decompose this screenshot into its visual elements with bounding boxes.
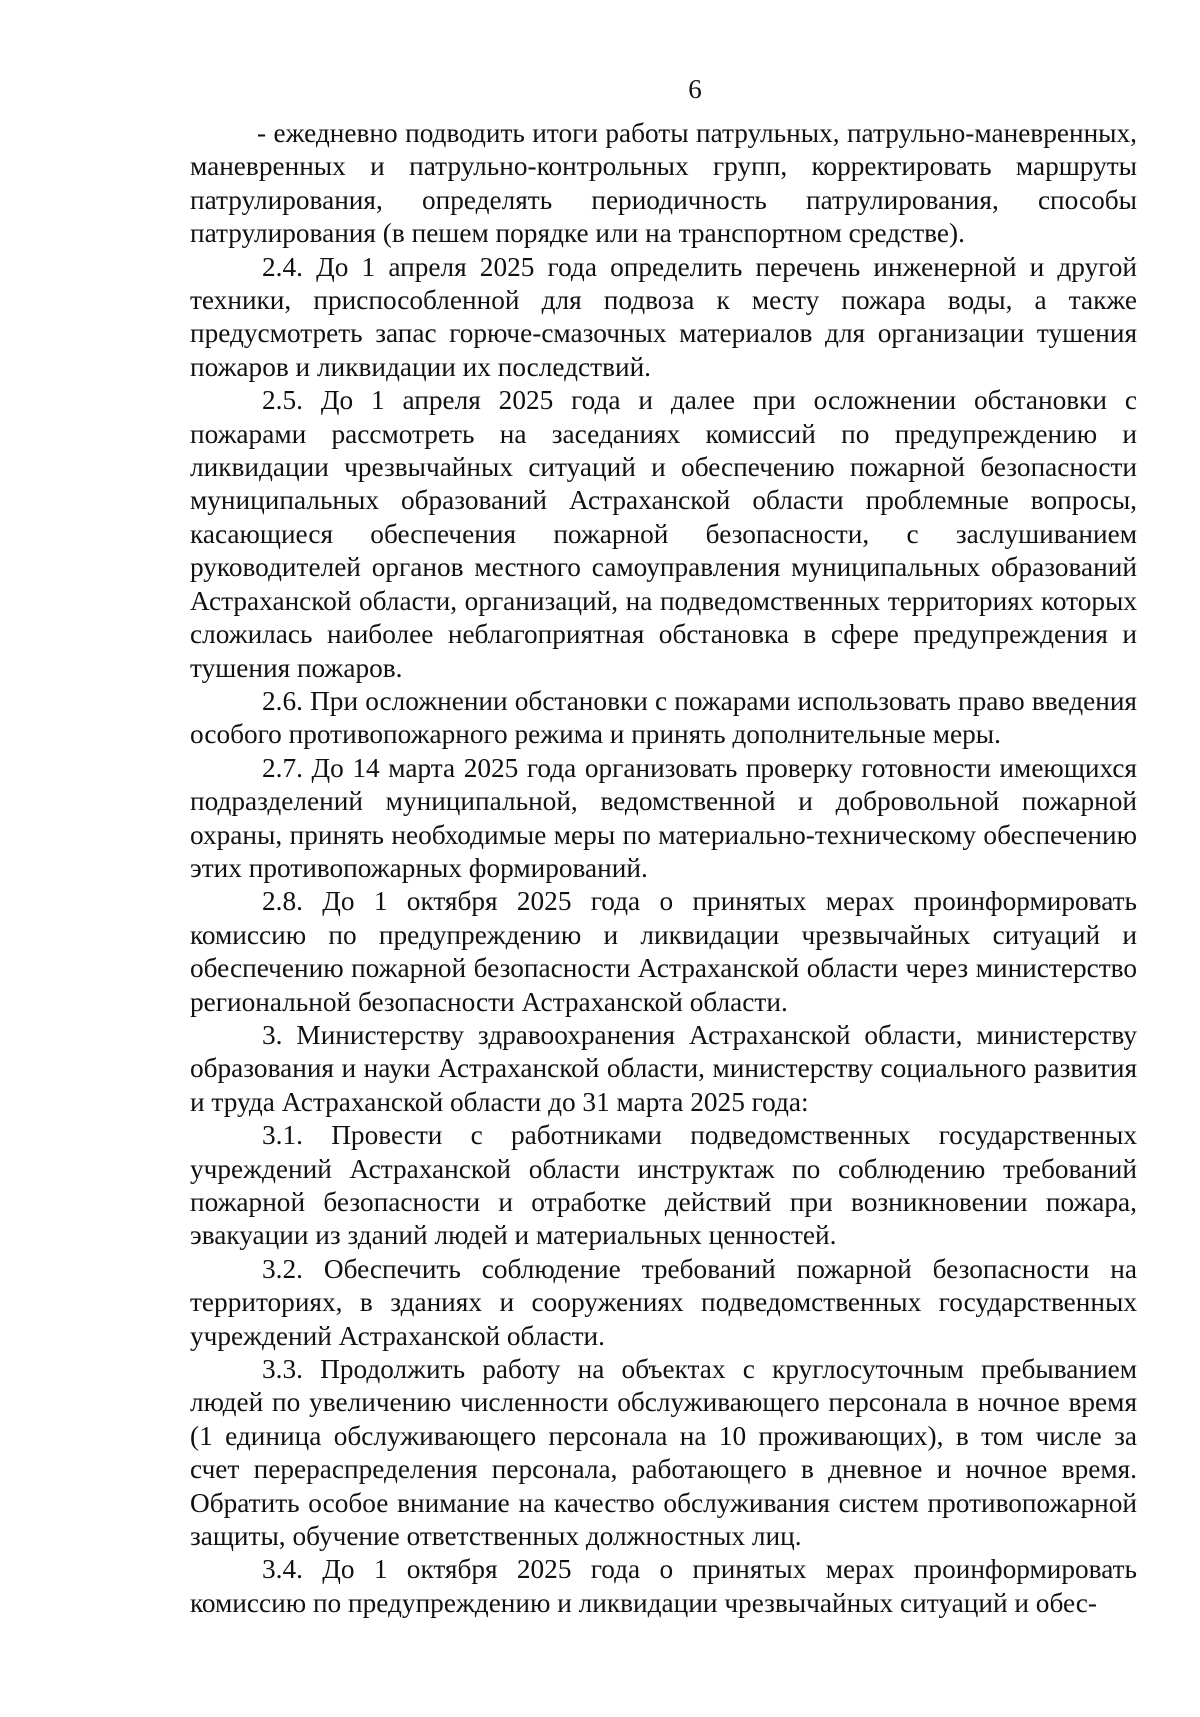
paragraph-2-6: 2.6. При осложнении обстановки с пожарами использовать право введения особого противопожарного режима и принять дополнительные меры. [190,685,1137,750]
paragraph-2-8: 2.8. До 1 октября 2025 года о принятых мерах проинформировать комиссию по предупреждению и ликвидации чрезвычайных ситуаций и обеспечению пожарной безопасности Астраханской области через министерство региональной безопасности Астраханской области. [190,886,1137,1017]
paragraph-2-7: 2.7. До 14 марта 2025 года организовать проверку готовности имеющихся подразделений муниципальной, ведомственной и добровольной пожарной охраны, принять необходимые меры по материально-техническому обеспечению этих противопожарных формирований. [190,752,1137,883]
paragraph-3-4: 3.4. До 1 октября 2025 года о принятых мерах проинформировать комиссию по предупреждению и ликвидации чрезвычайных ситуаций и обес- [190,1554,1137,1618]
paragraph-3-1: 3.1. Провести с работниками подведомственных государственных учреждений Астраханской области инструктаж по соблюдению требований пожарной безопасности и отработке действий при возникновении пожара, эвакуации из зданий людей и материальных ценностей. [190,1120,1137,1251]
paragraph-3-2: 3.2. Обеспечить соблюдение требований пожарной безопасности на территориях, в зданиях и сооружениях подведомственных государственных учреждений Астраханской области. [190,1253,1137,1351]
document-body [190,117,1137,1620]
paragraph-patrol-results: - ежедневно подводить итоги работы патрульных, патрульно-маневренных, маневренных и патрульно-контрольных групп, корректировать маршруты патрулирования, определять периодичность патрулирования, способы патрулирования (в пешем порядке или на транспортном средстве). [190,118,1137,249]
paragraph-3-3: 3.3. Продолжить работу на объектах с круглосуточным пребыванием людей по увеличению численности обслуживающего персонала в ночное время (1 единица обслуживающего персонала на 10 проживающих), в том числе за счет перераспределения персонала, работающего в дневное и ночное время. Обратить особое внимание на качество обслуживания систем противопожарной защиты, обучение ответственных должностных лиц. [190,1354,1137,1552]
page-number: 6 [688,74,702,104]
paragraph-2-5: 2.5. До 1 апреля 2025 года и далее при осложнении обстановки с пожарами рассмотреть на заседаниях комиссий по предупреждению и ликвидации чрезвычайных ситуаций и обеспечению пожарной безопасности муниципальных образований Астраханской области проблемные вопросы, касающиеся обеспечения пожарной безопасности, с заслушиванием руководителей органов местного самоуправления муниципальных образований Астраханской области, организаций, на подведомственных территориях которых сложилась наиболее неблагоприятная обстановка в сфере предупреждения и тушения пожаров. [190,385,1137,683]
paragraph-2-4: 2.4. До 1 апреля 2025 года определить перечень инженерной и другой техники, приспособленной для подвоза к месту пожара воды, а также предусмотреть запас горюче-смазочных материалов для организации тушения пожаров и ликвидации их последствий. [190,251,1137,382]
paragraph-3: 3. Министерству здравоохранения Астраханской области, министерству образования и науки Астраханской области, министерству социального развития и труда Астраханской области до 31 марта 2025 года: [190,1019,1137,1117]
